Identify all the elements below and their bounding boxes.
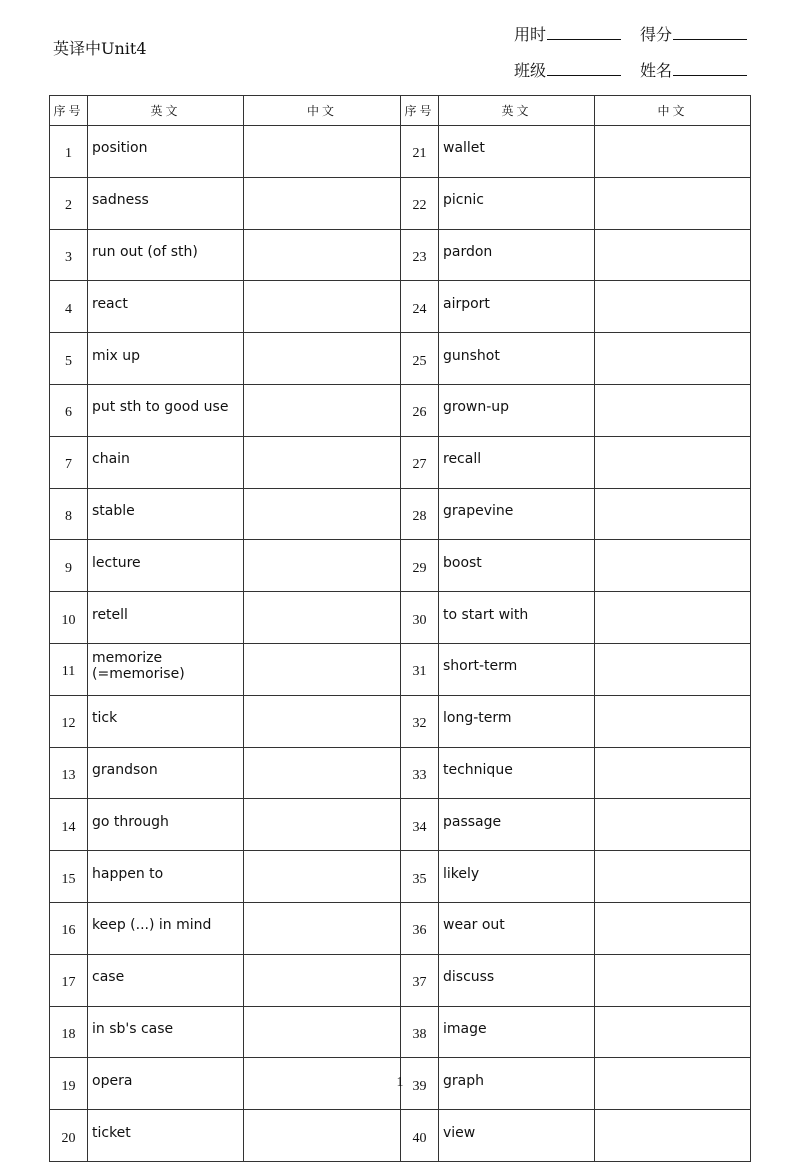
english-word: put sth to good use (88, 384, 244, 436)
chinese-answer-blank[interactable] (244, 643, 401, 695)
item-number: 40 (401, 1110, 439, 1162)
english-word: keep (...) in mind (88, 902, 244, 954)
english-word: airport (439, 281, 595, 333)
item-number: 5 (50, 333, 88, 385)
chinese-answer-blank[interactable] (244, 954, 401, 1006)
chinese-answer-blank[interactable] (595, 488, 751, 540)
english-word: lecture (88, 540, 244, 592)
item-number: 15 (50, 851, 88, 903)
score-label: 得分 (640, 25, 673, 44)
item-number: 11 (50, 643, 88, 695)
item-number: 13 (50, 747, 88, 799)
table-row (50, 799, 751, 851)
class-field (514, 58, 621, 81)
table-row (50, 384, 751, 436)
english-word: happen to (88, 851, 244, 903)
english-word: grown-up (439, 384, 595, 436)
item-number: 26 (401, 384, 439, 436)
item-number: 2 (50, 177, 88, 229)
english-word: graph (439, 1058, 595, 1110)
time-label: 用时 (514, 25, 547, 44)
item-number: 4 (50, 281, 88, 333)
item-number: 18 (50, 1006, 88, 1058)
table-row (50, 333, 751, 385)
column-header-chinese: 中文 (595, 96, 751, 126)
english-word: gunshot (439, 333, 595, 385)
name-field (640, 58, 747, 81)
english-word: case (88, 954, 244, 1006)
chinese-answer-blank[interactable] (595, 126, 751, 178)
item-number: 38 (401, 1006, 439, 1058)
table-header-row (50, 96, 751, 126)
english-word: opera (88, 1058, 244, 1110)
class-blank-line (547, 61, 621, 76)
table-row (50, 902, 751, 954)
chinese-answer-blank[interactable] (595, 229, 751, 281)
english-word: memorize (=memorise) (88, 643, 244, 695)
item-number: 28 (401, 488, 439, 540)
column-header-number: 序号 (50, 96, 88, 126)
english-word: mix up (88, 333, 244, 385)
table-row (50, 954, 751, 1006)
item-number: 34 (401, 799, 439, 851)
item-number: 20 (50, 1110, 88, 1162)
chinese-answer-blank[interactable] (595, 333, 751, 385)
chinese-answer-blank[interactable] (244, 384, 401, 436)
item-number: 32 (401, 695, 439, 747)
english-word: grandson (88, 747, 244, 799)
chinese-answer-blank[interactable] (244, 229, 401, 281)
english-word: tick (88, 695, 244, 747)
english-word: discuss (439, 954, 595, 1006)
english-word: in sb's case (88, 1006, 244, 1058)
item-number: 10 (50, 592, 88, 644)
column-header-english: 英文 (88, 96, 244, 126)
chinese-answer-blank[interactable] (244, 333, 401, 385)
english-word: go through (88, 799, 244, 851)
table-row (50, 851, 751, 903)
name-label: 姓名 (640, 61, 673, 80)
table-row (50, 643, 751, 695)
english-word: pardon (439, 229, 595, 281)
time-blank-line (547, 25, 621, 40)
chinese-answer-blank[interactable] (595, 747, 751, 799)
chinese-answer-blank[interactable] (244, 902, 401, 954)
chinese-answer-blank[interactable] (244, 1006, 401, 1058)
chinese-answer-blank[interactable] (244, 436, 401, 488)
chinese-answer-blank[interactable] (595, 592, 751, 644)
chinese-answer-blank[interactable] (244, 592, 401, 644)
chinese-answer-blank[interactable] (244, 540, 401, 592)
item-number: 29 (401, 540, 439, 592)
chinese-answer-blank[interactable] (244, 126, 401, 178)
table-row (50, 695, 751, 747)
item-number: 31 (401, 643, 439, 695)
english-word: long-term (439, 695, 595, 747)
score-blank-line (673, 25, 747, 40)
english-word: likely (439, 851, 595, 903)
table-row (50, 1006, 751, 1058)
english-word: view (439, 1110, 595, 1162)
chinese-answer-blank[interactable] (595, 1006, 751, 1058)
class-label: 班级 (514, 61, 547, 80)
item-number: 3 (50, 229, 88, 281)
item-number: 7 (50, 436, 88, 488)
chinese-answer-blank[interactable] (595, 799, 751, 851)
chinese-answer-blank[interactable] (595, 695, 751, 747)
english-word: passage (439, 799, 595, 851)
item-number: 23 (401, 229, 439, 281)
item-number: 35 (401, 851, 439, 903)
item-number: 17 (50, 954, 88, 1006)
table-row (50, 747, 751, 799)
table-row (50, 592, 751, 644)
english-word: short-term (439, 643, 595, 695)
table-row (50, 488, 751, 540)
chinese-answer-blank[interactable] (595, 540, 751, 592)
item-number: 25 (401, 333, 439, 385)
item-number: 22 (401, 177, 439, 229)
english-word: wallet (439, 126, 595, 178)
column-header-chinese: 中文 (244, 96, 401, 126)
item-number: 19 (50, 1058, 88, 1110)
table-row (50, 229, 751, 281)
item-number: 37 (401, 954, 439, 1006)
score-field (640, 22, 747, 45)
english-word: chain (88, 436, 244, 488)
english-word: technique (439, 747, 595, 799)
item-number: 1 (50, 126, 88, 178)
item-number: 8 (50, 488, 88, 540)
english-word: stable (88, 488, 244, 540)
english-word: ticket (88, 1110, 244, 1162)
name-blank-line (673, 61, 747, 76)
english-word: to start with (439, 592, 595, 644)
english-word: run out (of sth) (88, 229, 244, 281)
english-word: boost (439, 540, 595, 592)
table-row (50, 281, 751, 333)
time-field (514, 22, 621, 45)
english-word: react (88, 281, 244, 333)
item-number: 16 (50, 902, 88, 954)
item-number: 39 (401, 1058, 439, 1110)
item-number: 36 (401, 902, 439, 954)
worksheet-title: 英译中Unit4 (53, 39, 147, 58)
item-number: 21 (401, 126, 439, 178)
table-row (50, 177, 751, 229)
english-word: picnic (439, 177, 595, 229)
chinese-answer-blank[interactable] (595, 1110, 751, 1162)
page-number: 1 (396, 1075, 404, 1090)
chinese-answer-blank[interactable] (595, 384, 751, 436)
item-number: 27 (401, 436, 439, 488)
chinese-answer-blank[interactable] (244, 488, 401, 540)
chinese-answer-blank[interactable] (595, 436, 751, 488)
chinese-answer-blank[interactable] (595, 954, 751, 1006)
chinese-answer-blank[interactable] (595, 643, 751, 695)
chinese-answer-blank[interactable] (244, 851, 401, 903)
chinese-answer-blank[interactable] (595, 281, 751, 333)
table-row (50, 126, 751, 178)
item-number: 12 (50, 695, 88, 747)
english-word: position (88, 126, 244, 178)
table-body (50, 126, 751, 1162)
table-row (50, 436, 751, 488)
english-word: wear out (439, 902, 595, 954)
table-row (50, 540, 751, 592)
chinese-answer-blank[interactable] (595, 851, 751, 903)
column-header-number: 序号 (401, 96, 439, 126)
column-header-english: 英文 (439, 96, 595, 126)
chinese-answer-blank[interactable] (244, 695, 401, 747)
item-number: 6 (50, 384, 88, 436)
chinese-answer-blank[interactable] (595, 177, 751, 229)
item-number: 33 (401, 747, 439, 799)
chinese-answer-blank[interactable] (244, 177, 401, 229)
item-number: 9 (50, 540, 88, 592)
english-word: recall (439, 436, 595, 488)
chinese-answer-blank[interactable] (244, 799, 401, 851)
item-number: 30 (401, 592, 439, 644)
table-row (50, 1110, 751, 1162)
item-number: 14 (50, 799, 88, 851)
chinese-answer-blank[interactable] (244, 1110, 401, 1162)
english-word: sadness (88, 177, 244, 229)
english-word: image (439, 1006, 595, 1058)
chinese-answer-blank[interactable] (244, 747, 401, 799)
item-number: 24 (401, 281, 439, 333)
english-word: retell (88, 592, 244, 644)
vocabulary-table (49, 95, 751, 1162)
english-word: grapevine (439, 488, 595, 540)
chinese-answer-blank[interactable] (244, 281, 401, 333)
chinese-answer-blank[interactable] (595, 902, 751, 954)
